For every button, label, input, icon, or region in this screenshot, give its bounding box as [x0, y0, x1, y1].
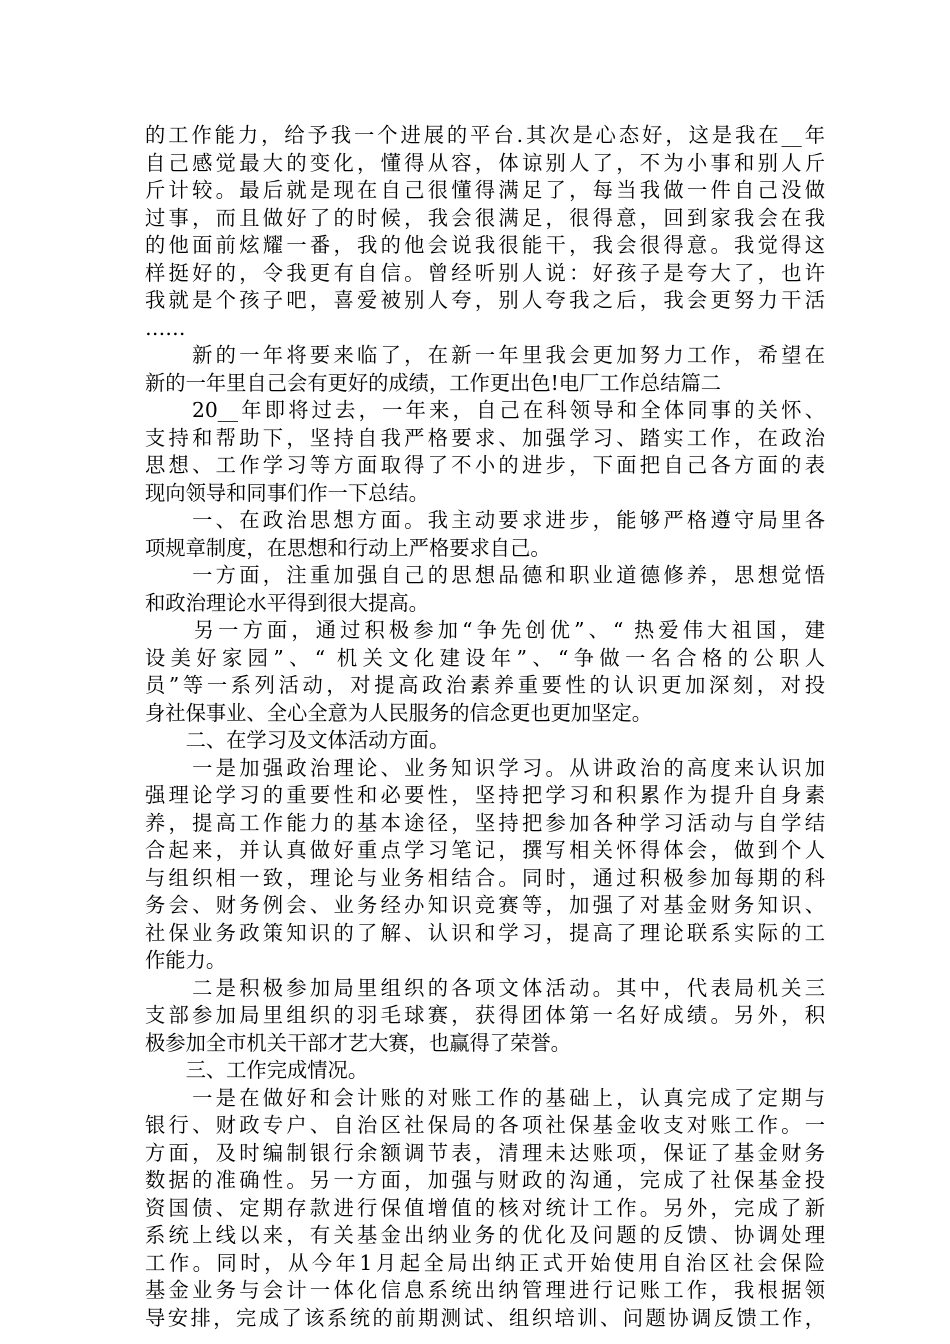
text-line: 导安排，完成了该系统的前期测试、组织培训、问题协调反馈工作，: [145, 1305, 825, 1330]
text-line: 社保业务政策知识的了解、认识和学习，提高了理论联系实际的工: [145, 920, 825, 945]
text-line: 我就是个孩子吧，喜爱被别人夸，别人夸我之后，我会更努力干活: [145, 288, 825, 312]
text-line: 二、在学习及文体活动方面。: [145, 728, 450, 752]
text-line: 三、工作完成情况。: [145, 1058, 369, 1082]
text-line: 一方面，注重加强自己的思想品德和职业道德修养，思想觉悟: [145, 563, 825, 587]
text-line: 身社保事业、全心全意为人民服务的信念更也更加坚定。: [145, 700, 653, 725]
text-line: 和政治理论水平得到很大提高。: [145, 590, 429, 615]
text-line: 合起来，并认真做好重点学习笔记，撰写相关怀得体会，做到个人: [145, 838, 825, 862]
text-line: 样挺好的，令我更有自信。曾经听别人说：好孩子是夸大了，也许: [145, 260, 825, 285]
text-line: 思想、工作学习等方面取得了不小的进步，下面把自己各方面的表: [145, 453, 825, 477]
text-line: 新的一年里自己会有更好的成绩，工作更出色!电厂工作总结篇二: [145, 370, 722, 395]
text-line: 一、在政治思想方面。我主动要求进步，能够严格遵守局里各: [145, 508, 825, 532]
text-line: 设美好家园”、“ 机关文化建设年”、“争做一名合格的公职人: [145, 645, 825, 670]
text-line: 工作。同时，从今年1月起全局出纳正式开始使用自治区社会保险: [145, 1250, 825, 1275]
text-line: 斤计较。最后就是现在自己很懂得满足了，每当我做一件自己没做: [145, 178, 825, 202]
text-line: 极参加全市机关干部才艺大赛，也赢得了荣誉。: [145, 1030, 571, 1055]
text-line: 另一方面，通过积极参加“争先创优”、“ 热爱伟大祖国，建: [145, 618, 825, 642]
body-text: [145, 122, 825, 1332]
text-line: 的他面前炫耀一番，我的他会说我很能干，我会很得意。我觉得这: [145, 233, 825, 257]
text-line: 数据的准确性。另一方面，加强与财政的沟通，完成了社保基金投: [145, 1168, 825, 1192]
text-line: 现向领导和同事们作一下总结。: [145, 480, 429, 505]
text-line: 基金业务与会计一体化信息系统出纳管理进行记账工作，我根据领: [145, 1278, 825, 1302]
text-line: 项规章制度，在思想和行动上严格要求自己。: [145, 535, 551, 560]
text-line: 支持和帮助下，坚持自我严格要求、加强学习、踏实工作，在政治: [145, 425, 825, 450]
text-line: 一是在做好和会计账的对账工作的基础上，认真完成了定期与: [145, 1085, 825, 1110]
text-line: 银行、财政专户、自治区社保局的各项社保基金收支对账工作。一: [145, 1113, 825, 1137]
text-line: 系统上线以来，有关基金出纳业务的优化及问题的反馈、协调处理: [145, 1223, 825, 1247]
text-line: 自己感觉最大的变化，懂得从容，体谅别人了，不为小事和别人斤: [145, 150, 825, 175]
text-line: 与组织相一致，理论与业务相结合。同时，通过积极参加每期的科: [145, 865, 825, 890]
text-line: 作能力。: [145, 948, 227, 972]
text-line: 务会、财务例会、业务经办知识竞赛等，加强了对基金财务知识、: [145, 893, 825, 917]
text-line: 20__年即将过去，一年来，自己在科领导和全体同事的关怀、: [145, 398, 825, 422]
text-line: 支部参加局里组织的羽毛球赛，获得团体第一名好成绩。另外，积: [145, 1003, 825, 1027]
text-line: 一是加强政治理论、业务知识学习。从讲政治的高度来认识加: [145, 755, 825, 780]
text-line: 资国债、定期存款进行保值增值的核对统计工作。另外，完成了新: [145, 1195, 825, 1220]
text-line: 养，提高工作能力的基本途径，坚持把参加各种学习活动与自学结: [145, 810, 825, 835]
text-line: 强理论学习的重要性和必要性，坚持把学习和积累作为提升自身素: [145, 783, 825, 807]
text-line: 的工作能力，给予我一个进展的平台.其次是心态好，这是我在__年: [145, 123, 825, 147]
text-line: ……: [145, 315, 186, 340]
text-line: 二是积极参加局里组织的各项文体活动。其中，代表局机关三: [145, 975, 825, 1000]
text-line: 过事，而且做好了的时候，我会很满足，很得意，回到家我会在我: [145, 205, 825, 230]
text-line: 员”等一系列活动，对提高政治素养重要性的认识更加深刻，对投: [145, 673, 825, 697]
text-line: 方面，及时编制银行余额调节表，清理未达账项，保证了基金财务: [145, 1140, 825, 1165]
text-line: 新的一年将要来临了，在新一年里我会更加努力工作，希望在: [145, 343, 825, 367]
